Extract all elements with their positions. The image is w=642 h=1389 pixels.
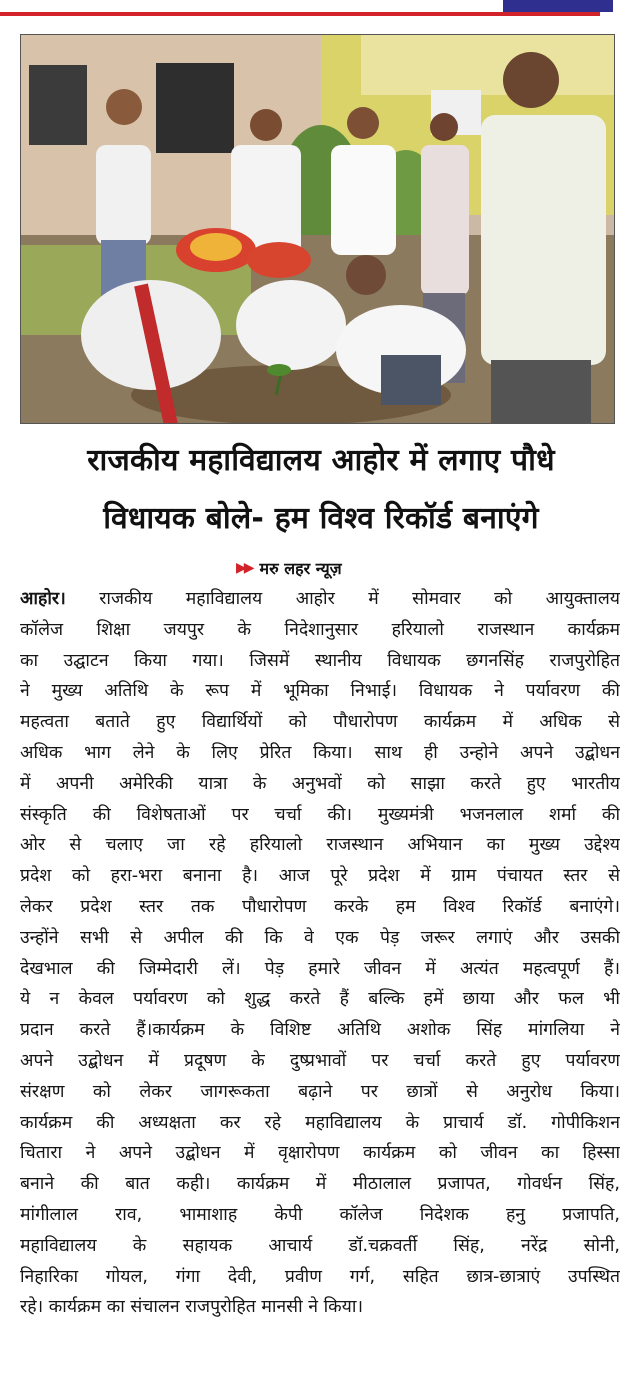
top-red-rule <box>0 12 600 16</box>
article-line: निहारिका गोयल, गंगा देवी, प्रवीण गर्ग, सहित छात्र-छात्राएं उपस्थित <box>20 1266 620 1287</box>
article-line: ये न केवल पर्यावरण को शुद्ध करते हैं बल्कि हमें छाया और फल भी <box>20 989 620 1010</box>
article-line: ने मुख्य अतिथि के रूप में भूमिका निभाई। विधायक ने पर्यावरण की <box>20 681 620 702</box>
article-line: उन्होंने सभी से अपील की कि वे एक पेड़ जरूर लगाएं और उसकी <box>20 927 620 948</box>
article-line: में अपनी अमेरिकी यात्रा के अनुभवों को साझा करते हुए भारतीय <box>20 773 620 794</box>
article-line: प्रदान करते हैं।कार्यक्रम के विशिष्ट अतिथि अशोक सिंह मांगलिया ने <box>20 1020 620 1041</box>
article-line: अधिक भाग लेने के लिए प्रेरित किया। साथ ही उन्होने अपने उद्बोधन <box>20 742 620 763</box>
article-line: देखभाल की जिम्मेदारी लें। पेड़ हमारे जीवन में अत्यंत महत्वपूर्ण हैं। <box>20 958 620 979</box>
article-line: मांगीलाल राव, भामाशाह केपी कॉलेज निदेशक हनु प्रजापति, <box>20 1204 620 1225</box>
source-credit <box>236 555 342 581</box>
news-photo <box>20 34 615 424</box>
article-line: बनाने की बात कही। कार्यक्रम में मीठालाल प्रजापत, गोवर्धन सिंह, <box>20 1174 620 1195</box>
article-line: अपने उद्बोधन में प्रदूषण के दुष्प्रभावों पर चर्चा करते हुए पर्यावरण <box>20 1050 620 1071</box>
article-line: कार्यक्रम की अध्यक्षता कर रहे महाविद्यालय के प्राचार्य डॉ. गोपीकिशन <box>20 1112 620 1133</box>
source-name: मरु लहर न्यूज़ <box>259 559 342 578</box>
article-line: संस्कृति की विशेषताओं पर चर्चा की। मुख्यमंत्री भजनलाल शर्मा की <box>20 804 620 825</box>
article-line: आहोर। राजकीय महाविद्यालय आहोर में सोमवार को आयुक्तालय <box>20 589 620 609</box>
article-line: संरक्षण को लेकर जागरूकता बढ़ाने पर छात्रों से अनुरोध किया। <box>20 1081 620 1102</box>
article-line: महत्वता बताते हुए विद्यार्थियों को पौधारोपण कार्यक्रम में अधिक से <box>20 712 620 733</box>
article-body <box>20 584 620 1323</box>
article-line: रहे। कार्यक्रम का संचालन राजपुरोहित मानसी ने किया। <box>20 1297 364 1318</box>
double-arrow-icon: ▶▶ <box>236 560 252 576</box>
article-line: का उद्घाटन किया गया। जिसमें स्थानीय विधायक छगनसिंह राजपुरोहित <box>20 650 620 671</box>
cropped-next-text <box>20 1380 620 1389</box>
article-line: प्रदेश को हरा-भरा बनाना है। आज पूरे प्रदेश में ग्राम पंचायत स्तर से <box>20 866 620 887</box>
article-line: ओर से चलाए जा रहे हरियालो राजस्थान अभियान का मुख्य उद्देश्य <box>20 835 620 856</box>
dateline: आहोर। <box>20 589 66 609</box>
article-line: महाविद्यालय के सहायक आचार्य डॉ.चक्रवर्ती सिंह, नरेंद्र सोनी, <box>20 1235 620 1256</box>
headline-line-2: विधायक बोले- हम विश्व रिकॉर्ड बनाएंगे <box>103 501 539 536</box>
headline-line-1: राजकीय महाविद्यालय आहोर में लगाए पौधे <box>87 443 555 478</box>
article-line: लेकर प्रदेश स्तर तक पौधारोपण करके हम विश्व रिकॉर्ड बनाएंगे। <box>20 896 620 917</box>
top-blue-block <box>503 0 613 12</box>
article-line: कॉलेज शिक्षा जयपुर के निदेशानुसार हरियालो राजस्थान कार्यक्रम <box>20 619 620 640</box>
article-line: चितारा ने अपने उद्बोधन में वृक्षारोपण कार्यक्रम को जीवन का हिस्सा <box>20 1143 620 1164</box>
